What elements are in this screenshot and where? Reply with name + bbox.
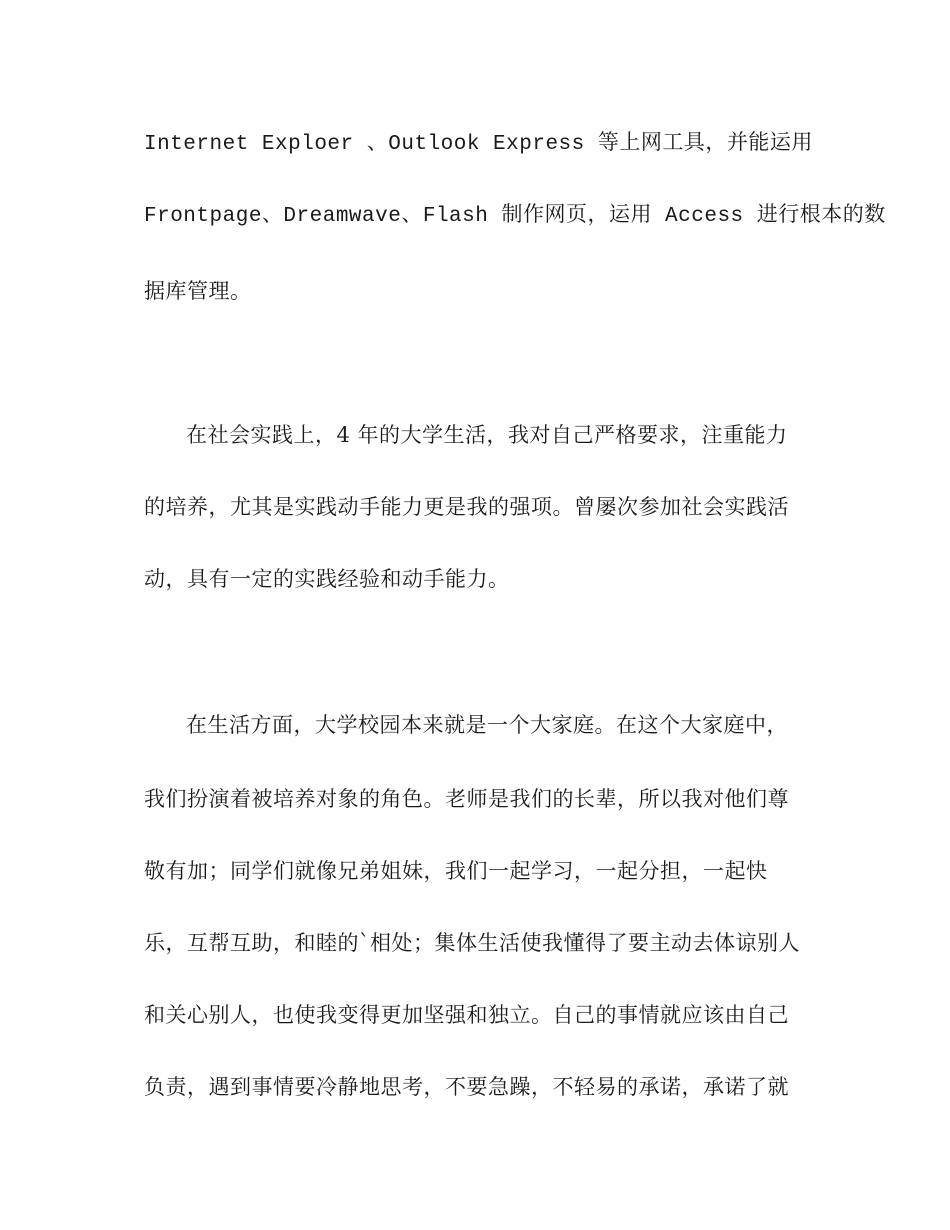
paragraph-line: Internet Exploer 、Outlook Express 等上网工具，并能运用 (144, 133, 813, 156)
paragraph-line: 我们扮演着被培养对象的角色。老师是我们的长辈，所以我对他们尊 (144, 787, 789, 811)
paragraph-line: 在生活方面，大学校园本来就是一个大家庭。在这个大家庭中， (186, 713, 788, 737)
paragraph-line: 和关心别人，也使我变得更加坚强和独立。自己的事情就应该由自己 (144, 1003, 789, 1027)
paragraph-line: 负责，遇到事情要冷静地思考，不要急躁，不轻易的承诺，承诺了就 (144, 1075, 789, 1099)
paragraph-line: 在社会实践上，4 年的大学生活，我对自己严格要求，注重能力 (186, 423, 788, 447)
paragraph-line: 敬有加；同学们就像兄弟姐妹，我们一起学习，一起分担，一起快 (144, 859, 768, 883)
paragraph-line: Frontpage、Dreamwave、Flash 制作网页，运用 Access 进行根本的数 (144, 205, 886, 228)
paragraph-line: 的培养，尤其是实践动手能力更是我的强项。曾屡次参加社会实践活 (144, 495, 789, 519)
paragraph-line: 据库管理。 (144, 279, 252, 303)
paragraph-line: 动，具有一定的实践经验和动手能力。 (144, 567, 510, 591)
paragraph-line: 乐，互帮互助，和睦的`相处；集体生活使我懂得了要主动去体谅别人 (144, 931, 800, 955)
